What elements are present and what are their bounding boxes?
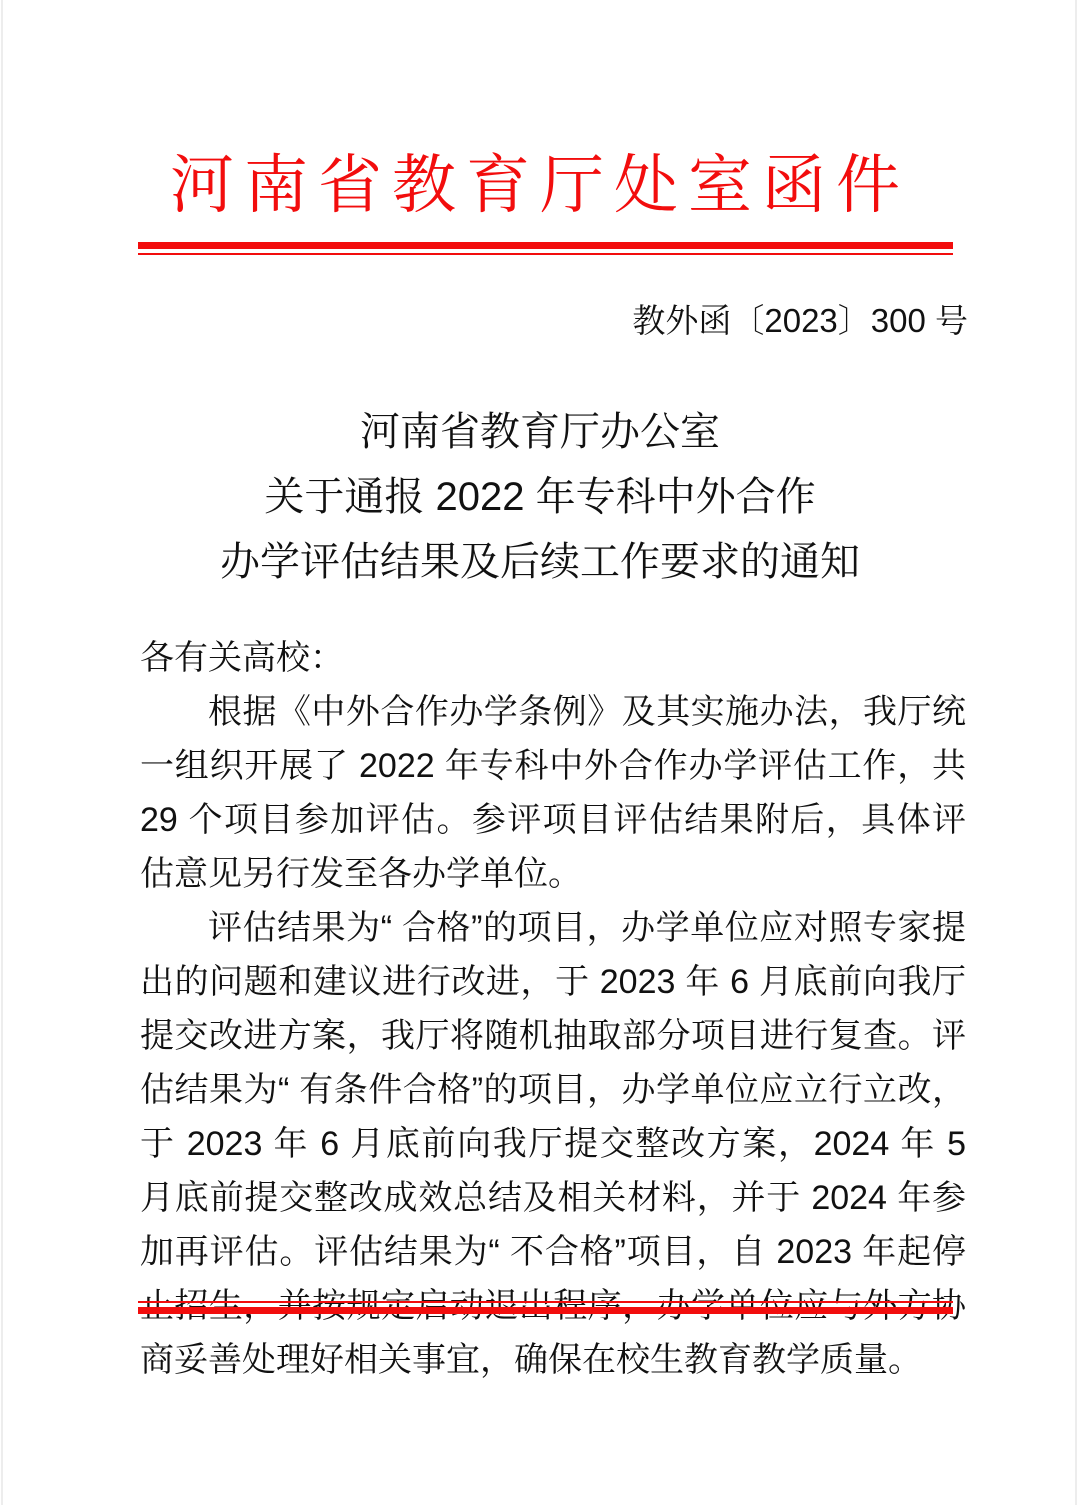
page-edge-right bbox=[1075, 0, 1077, 1505]
letterhead-divider bbox=[138, 242, 953, 255]
letterhead-title: 河南省教育厅处室函件 bbox=[170, 149, 910, 221]
page-edge-left bbox=[1, 0, 3, 1505]
salutation: 各有关高校： bbox=[140, 639, 344, 677]
document-title bbox=[0, 400, 1080, 595]
body-paragraph-2: 评估结果为“ 合格”的项目，办学单位应对照专家提出的问题和建议进行改进，于 2023 年 6 月底前向我厅提交改进方案，我厅将随机抽取部分项目进行复查。评估结果为“ 有条件合格”的项目，办学单位应立行立改，于 2023 年 6 月底前向我厅提交整改方案，2024 年 5 月底前提交整改成效总结及相关材料，并于 2024 年参加再评估。评估结果为“ 不合格”项目，自 2023 年起停止招生，并按规定启动退出程序，办学单位应与外方协商妥善处理好相关事宜，确保在校生教育教学质量。 bbox=[140, 909, 966, 1379]
title-line-1: 河南省教育厅办公室 bbox=[360, 410, 720, 454]
document-number: 教外函〔2023〕300 号 bbox=[632, 302, 968, 339]
footer-divider bbox=[138, 1301, 953, 1314]
document-body bbox=[140, 631, 966, 1387]
title-line-2: 关于通报 2022 年专科中外合作 bbox=[264, 475, 816, 519]
title-line-3: 办学评估结果及后续工作要求的通知 bbox=[220, 540, 860, 584]
body-paragraph-1: 根据《中外合作办学条例》及其实施办法，我厅统一组织开展了 2022 年专科中外合作办学评估工作，共 29 个项目参加评估。参评项目评估结果附后，具体评估意见另行发至各办学单位。 bbox=[140, 693, 966, 893]
